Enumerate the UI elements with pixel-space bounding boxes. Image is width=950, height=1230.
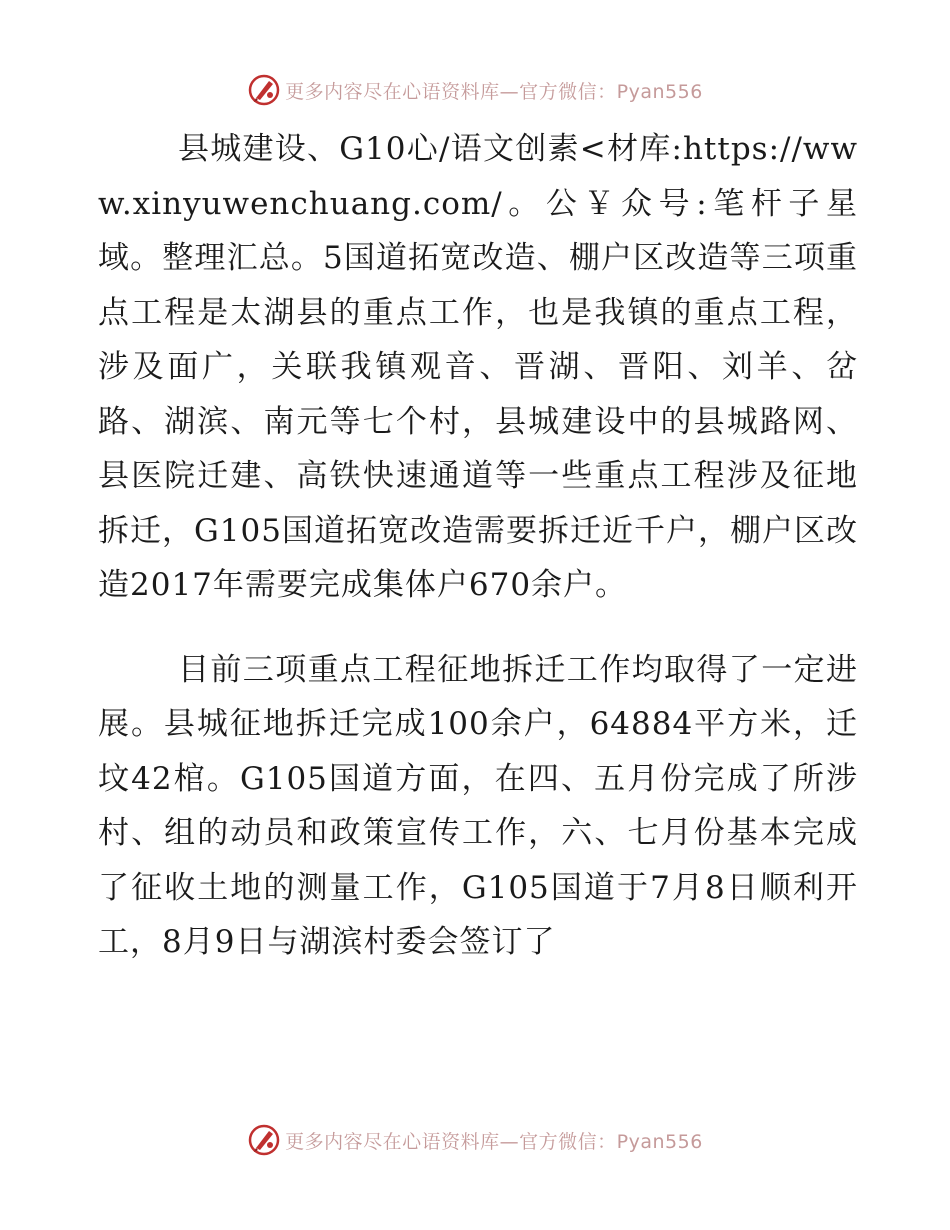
banner-text: 更多内容尽在心语资料库—官方微信：Pyan556 bbox=[285, 80, 703, 103]
paragraph: 目前三项重点工程征地拆迁工作均取得了一定进展。县城征地拆迁完成100余户，64884平方米，迁坟42棺。G105国道方面，在四、五月份完成了所涉村、组的动员和政策宣传工作，六、七月份基本完成了征收土地的测量工作，G105国道于7月8日顺利开工，8月9日与湖滨村委会签订了 bbox=[98, 651, 858, 960]
quill-logo-icon bbox=[247, 1123, 281, 1157]
header-banner bbox=[0, 70, 950, 110]
footer-banner bbox=[0, 1120, 950, 1160]
paragraph: 县城建设、G10心/语文创素<材库:https://www.xinyuwenchuang.com/。公￥众号:笔杆子星域。整理汇总。5国道拓宽改造、棚户区改造等三项重点工程是太湖县的重点工作，也是我镇的重点工程，涉及面广，关联我镇观音、晋湖、晋阳、刘羊、岔路、湖滨、南元等七个村，县城建设中的县城路网、县医院迁建、高铁快速通道等一些重点工程涉及征地拆迁，G105国道拓宽改造需要拆迁近千户，棚户区改造2017年需要完成集体户670余户。 bbox=[98, 131, 858, 603]
document-body bbox=[98, 122, 858, 970]
quill-logo-icon bbox=[247, 73, 281, 107]
banner-text: 更多内容尽在心语资料库—官方微信：Pyan556 bbox=[285, 1130, 703, 1153]
